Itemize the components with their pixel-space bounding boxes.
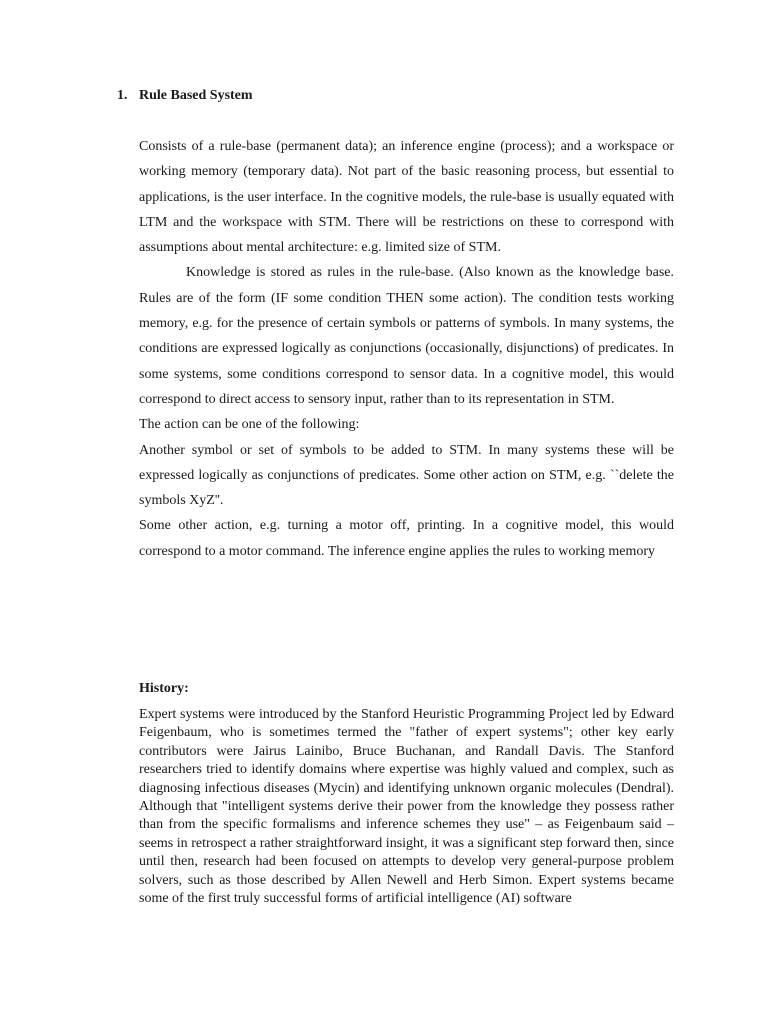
history-paragraph: Expert systems were introduced by the Stanford Heuristic Programming Project led by Edward Feigenbaum, who is sometimes termed the "father of expert systems"; other key early contributors were Jairus Lainibo, Bruce Buchanan, and Randall Davis. The Stanford researchers tried to identify domains where expertise was highly valued and complex, such as diagnosing infectious diseases (Mycin) and identifying unknown organic molecules (Dendral). Although that "intelligent systems derive their power from the knowledge they possess rather than from the specific formalisms and inference schemes they use" – as Feigenbaum said – seems in retrospect a rather straightforward insight, it was a significant step forward then, since until then, research had been focused on attempts to develop very general-purpose problem solvers, such as those described by Allen Newell and Herb Simon. Expert systems became some of the first truly successful forms of artificial intelligence (AI) software: [139, 707, 674, 907]
paragraph-knowledge: Knowledge is stored as rules in the rule-base. (Also known as the knowledge base. Rules are of the form (IF some condition THEN some action). The condition tests working memory, e.g. for the presence of certain symbols or patterns of symbols. In many systems, the conditions are expressed logically as conjunctions (occasionally, disjunctions) of predicates. In some systems, some conditions correspond to sensor data. In a cognitive model, this would correspond to direct access to sensory input, rather than to its representation in STM.: [139, 265, 674, 407]
section-title: Rule Based System: [139, 88, 253, 103]
section-body: [139, 134, 674, 564]
paragraph-action-stm: Another symbol or set of symbols to be added to STM. In many systems these will be expressed logically as conjunctions of predicates. Some other action on STM, e.g. ``delete the symbols XyZ''.: [139, 442, 674, 509]
history-heading: History:: [139, 681, 189, 696]
paragraph-intro: Consists of a rule-base (permanent data); an inference engine (process); and a workspace or working memory (temporary data). Not part of the basic reasoning process, but essential to applications, is the user interface. In the cognitive models, the rule-base is usually equated with LTM and the workspace with STM. There will be restrictions on these to correspond with assumptions about mental architecture: e.g. limited size of STM.: [139, 139, 674, 256]
section-heading: [117, 87, 253, 105]
paragraph-action-intro: The action can be one of the following:: [139, 417, 360, 433]
section-number: 1.: [117, 88, 128, 103]
paragraph-action-other: Some other action, e.g. turning a motor off, printing. In a cognitive model, this would correspond to a motor command. The inference engine applies the rules to working memory: [139, 518, 674, 559]
